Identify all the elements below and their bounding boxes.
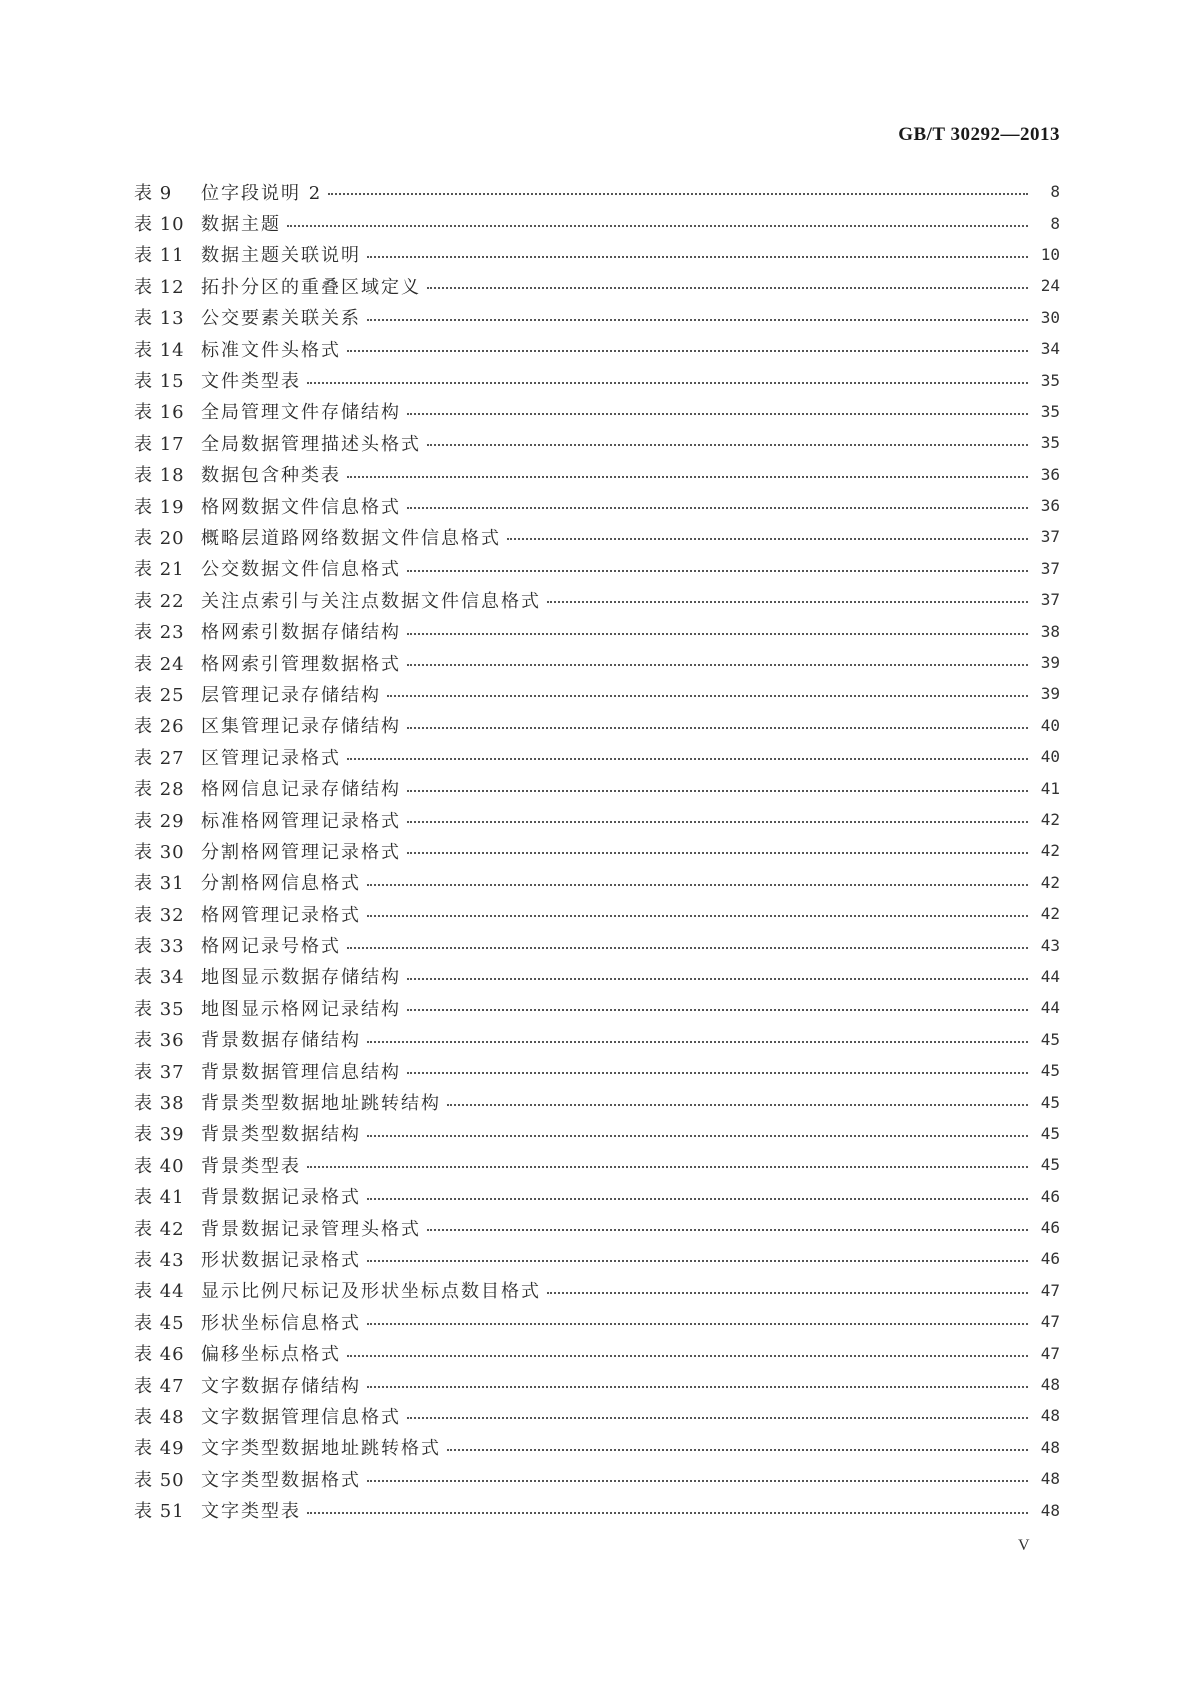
toc-entry-page: 47	[1040, 1280, 1060, 1300]
dot-leader	[307, 381, 1028, 384]
dot-leader	[407, 506, 1028, 509]
toc-entry-title: 格网记录号格式	[201, 936, 341, 958]
toc-entry-title: 位字段说明 2	[201, 182, 323, 204]
dot-leader	[407, 977, 1028, 980]
dot-leader	[367, 883, 1028, 886]
toc-entry[interactable]	[134, 1086, 1060, 1117]
toc-entry-page: 40	[1040, 715, 1060, 735]
toc-entry-title: 全局管理文件存储结构	[201, 402, 401, 424]
toc-entry-page: 45	[1040, 1029, 1060, 1049]
toc-entry-number: 表 19	[134, 496, 185, 518]
toc-entry-page: 46	[1040, 1249, 1060, 1269]
toc-entry-title: 格网管理记录格式	[201, 904, 361, 926]
toc-entry-number: 表 44	[134, 1281, 185, 1303]
toc-entry-title: 背景数据记录管理头格式	[201, 1218, 421, 1240]
standard-code: GB/T 30292—2013	[898, 124, 1060, 145]
toc-entry-number: 表 23	[134, 622, 185, 644]
toc-entry-page: 40	[1040, 747, 1060, 767]
toc-entry-page: 37	[1040, 558, 1060, 578]
toc-entry-number: 表 36	[134, 1030, 185, 1052]
toc-entry[interactable]	[134, 270, 1060, 301]
toc-entry[interactable]	[134, 521, 1060, 552]
toc-entry-title: 显示比例尺标记及形状坐标点数目格式	[201, 1281, 541, 1303]
toc-entry-number: 表 45	[134, 1312, 185, 1334]
toc-entry[interactable]	[134, 1369, 1060, 1400]
dot-leader	[407, 789, 1028, 792]
toc-entry[interactable]	[134, 710, 1060, 741]
toc-entry-title: 标准文件头格式	[201, 339, 341, 361]
toc-entry[interactable]	[134, 553, 1060, 584]
toc-entry-number: 表 27	[134, 747, 185, 769]
dot-leader	[367, 1040, 1028, 1043]
toc-entry-page: 48	[1040, 1500, 1060, 1520]
toc-entry[interactable]	[134, 1306, 1060, 1337]
toc-entry[interactable]	[134, 333, 1060, 364]
toc-entry-page: 48	[1040, 1406, 1060, 1426]
toc-entry[interactable]	[134, 1463, 1060, 1494]
toc-entry-page: 44	[1040, 998, 1060, 1018]
dot-leader	[367, 318, 1028, 321]
toc-entry-number: 表 40	[134, 1155, 185, 1177]
toc-entry-number: 表 9	[134, 182, 173, 204]
toc-entry-number: 表 20	[134, 527, 185, 549]
toc-entry-number: 表 26	[134, 716, 185, 738]
toc-entry-title: 区管理记录格式	[201, 747, 341, 769]
toc-entry-page: 36	[1040, 464, 1060, 484]
toc-entry-title: 背景类型数据地址跳转结构	[201, 1093, 441, 1115]
toc-entry-number: 表 15	[134, 371, 185, 393]
dot-leader	[507, 537, 1028, 540]
dot-leader	[367, 1385, 1028, 1388]
dot-leader	[427, 443, 1028, 446]
toc-entry-page: 30	[1040, 307, 1060, 327]
toc-entry[interactable]	[134, 835, 1060, 866]
toc-entry-number: 表 14	[134, 339, 185, 361]
toc-entry-page: 45	[1040, 1123, 1060, 1143]
toc-entry-number: 表 29	[134, 810, 185, 832]
toc-entry-title: 概略层道路网络数据文件信息格式	[201, 527, 501, 549]
toc-entry-number: 表 12	[134, 276, 185, 298]
toc-entry[interactable]	[134, 992, 1060, 1023]
dot-leader	[367, 1479, 1028, 1482]
toc-entry-title: 关注点索引与关注点数据文件信息格式	[201, 590, 541, 612]
toc-entry-number: 表 43	[134, 1249, 185, 1271]
toc-entry-title: 地图显示格网记录结构	[201, 998, 401, 1020]
toc-entry-page: 35	[1040, 370, 1060, 390]
toc-entry-number: 表 35	[134, 998, 185, 1020]
dot-leader	[328, 192, 1028, 195]
dot-leader	[407, 820, 1028, 823]
dot-leader	[367, 1134, 1028, 1137]
dot-leader	[447, 1103, 1028, 1106]
toc-entry[interactable]	[134, 207, 1060, 238]
toc-entry[interactable]	[134, 1243, 1060, 1274]
toc-entry[interactable]	[134, 898, 1060, 929]
toc-entry[interactable]	[134, 176, 1060, 207]
toc-entry[interactable]	[134, 1181, 1060, 1212]
toc-entry[interactable]	[134, 584, 1060, 615]
toc-entry-page: 35	[1040, 401, 1060, 421]
toc-entry-title: 文字类型表	[201, 1501, 301, 1523]
toc-entry[interactable]	[134, 804, 1060, 835]
toc-entry-number: 表 50	[134, 1469, 185, 1491]
toc-entry-title: 区集管理记录存储结构	[201, 716, 401, 738]
toc-entry-number: 表 48	[134, 1406, 185, 1428]
toc-entry-page: 47	[1040, 1312, 1060, 1332]
dot-leader	[407, 1008, 1028, 1011]
toc-entry-number: 表 25	[134, 684, 185, 706]
toc-entry-number: 表 13	[134, 308, 185, 330]
toc-entry-page: 42	[1040, 841, 1060, 861]
toc-entry-page: 48	[1040, 1469, 1060, 1489]
toc-entry-page: 36	[1040, 496, 1060, 516]
dot-leader	[367, 914, 1028, 917]
toc-entry-number: 表 31	[134, 873, 185, 895]
toc-entry-number: 表 47	[134, 1375, 185, 1397]
dot-leader	[547, 1291, 1028, 1294]
toc-entry-title: 背景类型表	[201, 1155, 301, 1177]
toc-entry-page: 47	[1040, 1343, 1060, 1363]
toc-entry[interactable]	[134, 961, 1060, 992]
dot-leader	[347, 946, 1028, 949]
toc-entry-number: 表 42	[134, 1218, 185, 1240]
toc-entry-page: 35	[1040, 433, 1060, 453]
dot-leader	[367, 1197, 1028, 1200]
toc-entry-page: 45	[1040, 1061, 1060, 1081]
toc-entry-page: 48	[1040, 1375, 1060, 1395]
dot-leader	[367, 255, 1028, 258]
toc-entry-number: 表 10	[134, 214, 185, 236]
dot-leader	[387, 694, 1028, 697]
toc-entry[interactable]	[134, 1337, 1060, 1368]
toc-entry-page: 41	[1040, 778, 1060, 798]
toc-entry-number: 表 51	[134, 1501, 185, 1523]
toc-entry-title: 数据主题关联说明	[201, 245, 361, 267]
dot-leader	[407, 1416, 1028, 1419]
toc-entry-number: 表 49	[134, 1438, 185, 1460]
toc-entry-number: 表 39	[134, 1124, 185, 1146]
toc-entry-title: 数据包含种类表	[201, 465, 341, 487]
toc-entry-page: 24	[1040, 276, 1060, 296]
toc-entry-title: 偏移坐标点格式	[201, 1344, 341, 1366]
toc-entry-title: 地图显示数据存储结构	[201, 967, 401, 989]
toc-entry[interactable]	[134, 1055, 1060, 1086]
toc-entry[interactable]	[134, 1432, 1060, 1463]
toc-entry[interactable]	[134, 239, 1060, 270]
toc-entry-page: 46	[1040, 1218, 1060, 1238]
toc-entry-page: 48	[1040, 1437, 1060, 1457]
toc-entry[interactable]	[134, 1494, 1060, 1525]
toc-entry-title: 背景数据存储结构	[201, 1030, 361, 1052]
toc-entry[interactable]	[134, 1212, 1060, 1243]
toc-entry-number: 表 11	[134, 245, 185, 267]
toc-entry-number: 表 17	[134, 433, 185, 455]
toc-entry-number: 表 28	[134, 779, 185, 801]
dot-leader	[407, 412, 1028, 415]
toc-entry-number: 表 18	[134, 465, 185, 487]
toc-entry[interactable]	[134, 396, 1060, 427]
toc-entry-title: 拓扑分区的重叠区域定义	[201, 276, 421, 298]
dot-leader	[407, 851, 1028, 854]
page-number: V	[1018, 1537, 1030, 1554]
dot-leader	[447, 1448, 1028, 1451]
dot-leader	[407, 663, 1028, 666]
dot-leader	[367, 1322, 1028, 1325]
toc-entry-page: 46	[1040, 1186, 1060, 1206]
dot-leader	[347, 349, 1028, 352]
toc-entry-page: 37	[1040, 527, 1060, 547]
dot-leader	[407, 632, 1028, 635]
dot-leader	[407, 569, 1028, 572]
toc-entry-number: 表 37	[134, 1061, 185, 1083]
toc-entry-number: 表 30	[134, 841, 185, 863]
toc-entry[interactable]	[134, 772, 1060, 803]
dot-leader	[287, 224, 1028, 227]
toc-entry-title: 格网数据文件信息格式	[201, 496, 401, 518]
toc-entry[interactable]	[134, 1118, 1060, 1149]
toc-entry[interactable]	[134, 867, 1060, 898]
toc-entry[interactable]	[134, 929, 1060, 960]
toc-entry-number: 表 46	[134, 1344, 185, 1366]
dot-leader	[347, 757, 1028, 760]
toc-entry-title: 分割格网信息格式	[201, 873, 361, 895]
toc-entry-title: 文字数据存储结构	[201, 1375, 361, 1397]
toc-entry-title: 分割格网管理记录格式	[201, 841, 401, 863]
toc-entry[interactable]	[134, 459, 1060, 490]
dot-leader	[307, 1165, 1028, 1168]
toc-entry-number: 表 22	[134, 590, 185, 612]
toc-entry-page: 8	[1050, 213, 1060, 233]
toc-entry[interactable]	[134, 1275, 1060, 1306]
toc-entry[interactable]	[134, 427, 1060, 458]
toc-entry-title: 文字类型数据地址跳转格式	[201, 1438, 441, 1460]
toc-entry-page: 37	[1040, 590, 1060, 610]
toc-entry-title: 公交数据文件信息格式	[201, 559, 401, 581]
toc-entry-number: 表 16	[134, 402, 185, 424]
dot-leader	[407, 726, 1028, 729]
toc-entry-page: 42	[1040, 904, 1060, 924]
toc-entry-page: 45	[1040, 1155, 1060, 1175]
dot-leader	[307, 1511, 1028, 1514]
toc-entry-number: 表 33	[134, 936, 185, 958]
toc-entry-page: 43	[1040, 935, 1060, 955]
toc-entry-page: 39	[1040, 653, 1060, 673]
toc-entry-page: 34	[1040, 339, 1060, 359]
toc-entry-number: 表 34	[134, 967, 185, 989]
dot-leader	[347, 475, 1028, 478]
toc-entry[interactable]	[134, 490, 1060, 521]
toc-entry-title: 公交要素关联关系	[201, 308, 361, 330]
toc-entry-page: 45	[1040, 1092, 1060, 1112]
toc-entry-title: 格网索引数据存储结构	[201, 622, 401, 644]
toc-entry[interactable]	[134, 741, 1060, 772]
toc-entry-title: 文字数据管理信息格式	[201, 1406, 401, 1428]
toc-entry-title: 背景数据记录格式	[201, 1187, 361, 1209]
toc-entry-page: 38	[1040, 621, 1060, 641]
toc-entry-number: 表 41	[134, 1187, 185, 1209]
dot-leader	[367, 1259, 1028, 1262]
dot-leader	[427, 286, 1028, 289]
dot-leader	[547, 600, 1028, 603]
toc-entry-title: 全局数据管理描述头格式	[201, 433, 421, 455]
toc-entry-page: 42	[1040, 810, 1060, 829]
toc-entry-number: 表 24	[134, 653, 185, 675]
dot-leader	[407, 1071, 1028, 1074]
toc-entry-page: 39	[1040, 684, 1060, 704]
toc-entry[interactable]	[134, 302, 1060, 333]
toc-entry-title: 层管理记录存储结构	[201, 684, 381, 706]
toc-entry-number: 表 38	[134, 1093, 185, 1115]
toc-entry-page: 8	[1050, 182, 1060, 202]
toc-entry-title: 数据主题	[201, 214, 281, 236]
toc-entry-title: 格网索引管理数据格式	[201, 653, 401, 675]
toc-entry[interactable]	[134, 1149, 1060, 1180]
toc-entry-page: 10	[1040, 244, 1060, 264]
toc-entry-title: 背景数据管理信息结构	[201, 1061, 401, 1083]
toc-entry[interactable]	[134, 1024, 1060, 1055]
toc-entry-number: 表 32	[134, 904, 185, 926]
toc-entry-title: 格网信息记录存储结构	[201, 779, 401, 801]
toc-entry[interactable]	[134, 1400, 1060, 1431]
toc-entry[interactable]	[134, 647, 1060, 678]
toc-entry-title: 背景类型数据结构	[201, 1124, 361, 1146]
dot-leader	[347, 1354, 1028, 1357]
toc-entry-page: 42	[1040, 872, 1060, 892]
toc-entry-page: 44	[1040, 966, 1060, 986]
toc-entry-title: 文字类型数据格式	[201, 1469, 361, 1491]
table-of-tables	[134, 176, 1060, 1526]
toc-entry-title: 形状坐标信息格式	[201, 1312, 361, 1334]
toc-entry[interactable]	[134, 364, 1060, 395]
toc-entry-title: 标准格网管理记录格式	[201, 810, 401, 832]
toc-entry-number: 表 21	[134, 559, 185, 581]
toc-entry[interactable]	[134, 678, 1060, 709]
toc-entry-title: 文件类型表	[201, 371, 301, 393]
dot-leader	[427, 1228, 1028, 1231]
toc-entry-title: 形状数据记录格式	[201, 1249, 361, 1271]
toc-entry[interactable]	[134, 615, 1060, 646]
